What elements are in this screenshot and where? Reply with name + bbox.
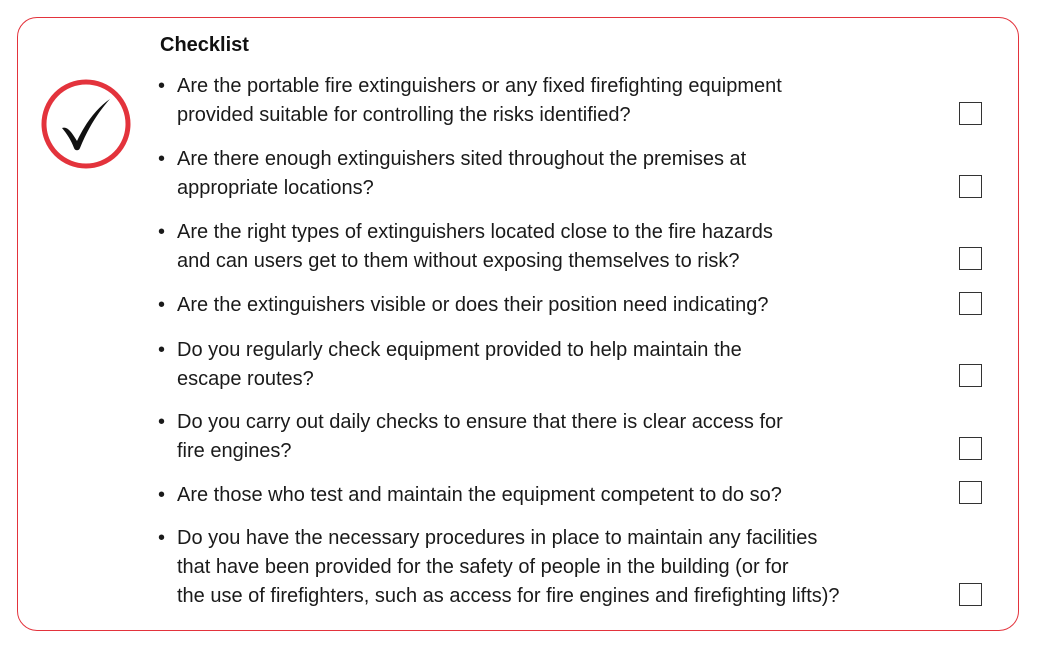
bullet: • xyxy=(158,411,166,433)
checklist-item-text: Are the right types of extinguishers located close to the fire hazards and can users get to them without exposing themselves to risk? xyxy=(177,221,773,272)
checklist-checkbox-2[interactable] xyxy=(959,175,982,198)
checklist-checkbox-5[interactable] xyxy=(959,364,982,387)
checklist-item-text: Are the extinguishers visible or does their position need indicating? xyxy=(177,294,769,316)
checklist-item-text: Do you have the necessary procedures in place to maintain any facilities that have been provided for the safety of people in the building (or for the use of firefighters, such as access for fire engines and firefighting lifts)? xyxy=(177,527,840,607)
checklist-item-text: Are those who test and maintain the equipment competent to do so? xyxy=(177,484,782,506)
bullet: • xyxy=(158,294,166,316)
bullet: • xyxy=(158,221,166,243)
checklist-checkbox-7[interactable] xyxy=(959,481,982,504)
checklist-heading: Checklist xyxy=(160,34,249,56)
checklist-item-6 xyxy=(158,408,783,466)
bullet: • xyxy=(158,484,166,506)
checkmark-circle-icon xyxy=(40,78,132,170)
checklist-checkbox-8[interactable] xyxy=(959,583,982,606)
checklist-item-text: Do you regularly check equipment provided to help maintain the escape routes? xyxy=(177,339,742,390)
checklist-item-text: Are there enough extinguishers sited throughout the premises at appropriate locations? xyxy=(177,148,747,199)
checklist-item-3 xyxy=(158,218,773,276)
bullet: • xyxy=(158,75,166,97)
checklist-item-text: Do you carry out daily checks to ensure that there is clear access for fire engines? xyxy=(177,411,783,462)
checklist-item-1 xyxy=(158,72,782,130)
checklist-item-8 xyxy=(158,524,840,611)
checklist-item-2 xyxy=(158,145,746,203)
checklist-checkbox-3[interactable] xyxy=(959,247,982,270)
bullet: • xyxy=(158,148,166,170)
checklist-checkbox-4[interactable] xyxy=(959,292,982,315)
bullet: • xyxy=(158,339,166,361)
checklist-checkbox-6[interactable] xyxy=(959,437,982,460)
bullet: • xyxy=(158,527,166,549)
checklist-item-4 xyxy=(158,291,768,320)
checklist-checkbox-1[interactable] xyxy=(959,102,982,125)
checklist-item-text: Are the portable fire extinguishers or any fixed firefighting equipment provided suitable for controlling the risks identified? xyxy=(177,75,782,126)
checklist-item-7 xyxy=(158,481,782,510)
checklist-item-5 xyxy=(158,336,742,394)
